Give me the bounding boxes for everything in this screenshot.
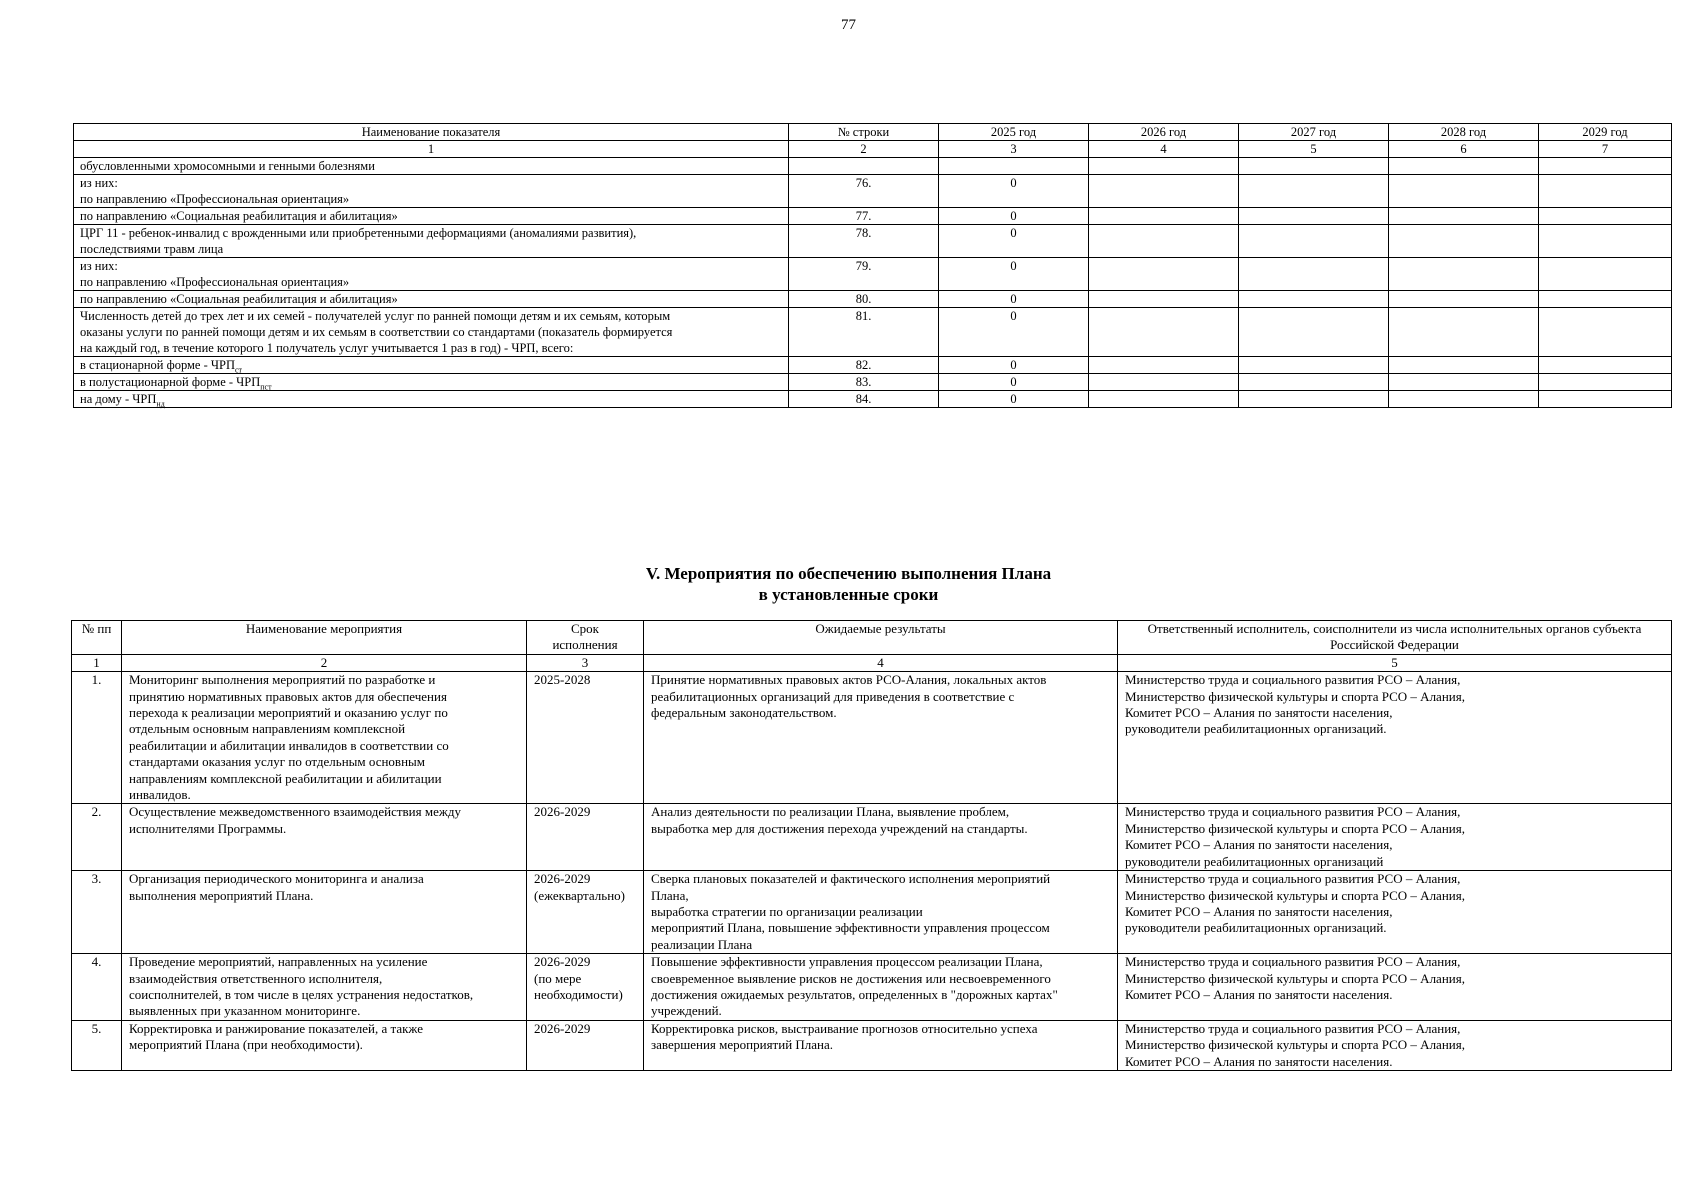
measure-name-line: соисполнителей, в том числе в целях устранения недостатков, <box>129 986 474 1002</box>
table-row <box>72 1020 1672 1070</box>
column-number: 3 <box>527 654 644 671</box>
measure-responsible <box>1118 871 1672 954</box>
page-number: 77 <box>841 17 856 33</box>
section-title-line-2: в установленные сроки <box>758 585 939 604</box>
measure-responsible-line: Министерство физической культуры и спорта РСО – Алания, <box>1125 1037 1465 1053</box>
measure-name <box>122 804 527 871</box>
measure-responsible-line: руководители реабилитационных организаций. <box>1125 920 1387 936</box>
header-line: Российской Федерации <box>1330 637 1459 653</box>
value-empty <box>1239 225 1389 258</box>
column-header: 2029 год <box>1539 124 1672 141</box>
measure-name-line: Корректировка и ранжирование показателей, а также <box>129 1020 424 1036</box>
indicator-name <box>74 208 789 225</box>
column-number: 4 <box>644 654 1118 671</box>
value-empty <box>1389 291 1539 308</box>
measure-responsible <box>1118 804 1672 871</box>
column-number: 5 <box>1118 654 1672 671</box>
value-2025: 0 <box>939 258 1089 291</box>
measure-term <box>527 954 644 1021</box>
table-row <box>72 954 1672 1021</box>
column-number: 7 <box>1539 141 1672 158</box>
column-header: № строки <box>789 124 939 141</box>
measure-term-line: 2026-2029 <box>534 954 591 970</box>
measure-responsible-line: Министерство физической культуры и спорта РСО – Алания, <box>1125 820 1465 836</box>
indicator-name-line: на каждый год, в течение которого 1 получатель услуг учитывается 1 раз в год) - ЧРП, всего: <box>80 341 574 355</box>
measure-name-line: инвалидов. <box>129 787 191 803</box>
measure-term-line: (ежеквартально) <box>534 887 625 903</box>
measure-responsible-line: руководители реабилитационных организаций. <box>1125 721 1387 737</box>
value-2025: 0 <box>939 175 1089 208</box>
value-empty <box>1239 374 1389 391</box>
value-empty <box>1389 258 1539 291</box>
indicators-table <box>73 123 1672 408</box>
value-empty <box>1539 158 1672 175</box>
measure-results <box>644 954 1118 1021</box>
indicator-name <box>74 291 789 308</box>
value-empty <box>1389 158 1539 175</box>
column-number-row <box>72 654 1672 671</box>
value-2025: 0 <box>939 225 1089 258</box>
measure-number: 3. <box>72 871 122 954</box>
column-header: 2025 год <box>939 124 1089 141</box>
measure-term <box>527 871 644 954</box>
table-row <box>72 804 1672 871</box>
indicator-name-line: оказаны услуги по ранней помощи детям и их семьям в соответствии со стандартами (показатель формируется <box>80 325 673 339</box>
measure-name-line: перехода к реализации мероприятий и оказанию услуг по <box>129 705 448 721</box>
measure-name-line: Проведение мероприятий, направленных на усиление <box>129 954 428 970</box>
table-row <box>74 208 1672 225</box>
measure-responsible-line: Министерство труда и социального развития РСО – Алания, <box>1125 954 1461 970</box>
measure-responsible-line: Министерство физической культуры и спорта РСО – Алания, <box>1125 887 1465 903</box>
measure-name-line: принятию нормативных правовых актов для обеспечения <box>129 688 447 704</box>
measure-term-line: 2026-2029 <box>534 1020 591 1036</box>
measure-number: 4. <box>72 954 122 1021</box>
measure-name <box>122 871 527 954</box>
row-number: 83. <box>789 374 939 391</box>
table-row <box>72 871 1672 954</box>
value-empty <box>1539 225 1672 258</box>
column-number: 3 <box>939 141 1089 158</box>
measure-results-line: своевременное выявление рисков не достижения или несвоевременного <box>651 970 1051 986</box>
column-header-name: Наименование мероприятия <box>122 621 527 655</box>
value-empty <box>1389 208 1539 225</box>
value-empty <box>1089 175 1239 208</box>
indicator-name-line: Численность детей до трех лет и их семей - получателей услуг по ранней помощи детям и их семьям, которым <box>80 309 671 323</box>
table-row <box>74 158 1672 175</box>
value-empty <box>1239 158 1389 175</box>
value-empty <box>1089 357 1239 374</box>
section-title-line-1: V. Мероприятия по обеспечению выполнения Плана <box>645 564 1052 583</box>
row-number: 82. <box>789 357 939 374</box>
table-row <box>72 672 1672 804</box>
column-header-results: Ожидаемые результаты <box>644 621 1118 655</box>
indicator-subscript: нд <box>156 399 165 409</box>
measure-results <box>644 804 1118 871</box>
value-empty <box>1389 357 1539 374</box>
measure-name-line: исполнителями Программы. <box>129 820 287 836</box>
measure-responsible-line: Комитет РСО – Алания по занятости населения. <box>1125 1053 1393 1069</box>
measure-results-line: достижения ожидаемых результатов, определенных в "дорожных картах" <box>651 986 1058 1002</box>
measure-name-line: Мониторинг выполнения мероприятий по разработке и <box>129 672 436 688</box>
measure-results-line: Повышение эффективности управления процессом реализации Плана, <box>651 954 1043 970</box>
table-row <box>74 391 1672 408</box>
indicator-name-line: из них: <box>80 259 118 273</box>
measure-results-line: Анализ деятельности по реализации Плана, выявление проблем, <box>651 804 1010 820</box>
measure-name-line: Организация периодического мониторинга и анализа <box>129 871 424 887</box>
value-empty <box>1239 208 1389 225</box>
indicator-name-line: ЦРГ 11 - ребенок-инвалид с врожденными или приобретенными деформациями (аномалиями развития), <box>80 226 637 240</box>
measure-name-line: стандартами оказания услуг по отдельным основным <box>129 754 425 770</box>
column-header-term <box>527 621 644 655</box>
value-2025: 0 <box>939 208 1089 225</box>
measure-responsible-line: Министерство труда и социального развития РСО – Алания, <box>1125 804 1461 820</box>
measure-results-line: реализации Плана <box>651 936 753 952</box>
measure-results-line: федеральным законодательством. <box>651 705 837 721</box>
column-number: 2 <box>789 141 939 158</box>
indicator-name-line: по направлению «Социальная реабилитация и абилитация» <box>80 209 398 223</box>
column-header-no: № пп <box>72 621 122 655</box>
value-2025 <box>939 158 1089 175</box>
value-empty <box>1539 357 1672 374</box>
table-header-row <box>72 621 1672 655</box>
indicator-name <box>74 158 789 175</box>
value-2025: 0 <box>939 308 1089 357</box>
row-number: 79. <box>789 258 939 291</box>
value-empty <box>1089 158 1239 175</box>
indicator-name <box>74 258 789 291</box>
value-2025: 0 <box>939 291 1089 308</box>
column-number-row <box>74 141 1672 158</box>
row-number: 84. <box>789 391 939 408</box>
column-number: 1 <box>74 141 789 158</box>
measure-responsible-line: Комитет РСО – Алания по занятости населения. <box>1125 986 1393 1002</box>
value-empty <box>1089 291 1239 308</box>
value-empty <box>1389 225 1539 258</box>
value-empty <box>1539 258 1672 291</box>
column-header-responsible <box>1118 621 1672 655</box>
measure-name <box>122 954 527 1021</box>
measure-results <box>644 871 1118 954</box>
value-empty <box>1539 391 1672 408</box>
column-number: 6 <box>1389 141 1539 158</box>
column-header: 2028 год <box>1389 124 1539 141</box>
value-empty <box>1089 391 1239 408</box>
column-number: 1 <box>72 654 122 671</box>
value-2025: 0 <box>939 391 1089 408</box>
measure-name-line: выявленных при указанном мониторинге. <box>129 1003 361 1019</box>
measure-results <box>644 1020 1118 1070</box>
measure-name-line: взаимодействия ответственного исполнителя, <box>129 970 383 986</box>
indicator-name-line: обусловленными хромосомными и генными болезнями <box>80 159 375 173</box>
value-empty <box>1239 175 1389 208</box>
measure-number: 5. <box>72 1020 122 1070</box>
indicator-name-line: по направлению «Социальная реабилитация и абилитация» <box>80 292 398 306</box>
indicator-name <box>74 391 789 408</box>
value-empty <box>1539 374 1672 391</box>
measure-number: 2. <box>72 804 122 871</box>
column-header: Наименование показателя <box>74 124 789 141</box>
measure-number: 1. <box>72 672 122 804</box>
measure-term <box>527 1020 644 1070</box>
measure-results-line: Сверка плановых показателей и фактического исполнения мероприятий <box>651 871 1051 887</box>
row-number: 81. <box>789 308 939 357</box>
row-number: 77. <box>789 208 939 225</box>
indicator-subscript: пст <box>260 382 272 392</box>
measure-name-line: реабилитации и абилитации инвалидов в соответствии со <box>129 737 449 753</box>
indicator-name-line: из них: <box>80 176 118 190</box>
value-empty <box>1239 308 1389 357</box>
value-empty <box>1539 308 1672 357</box>
row-number: 76. <box>789 175 939 208</box>
measure-responsible-line: Министерство физической культуры и спорта РСО – Алания, <box>1125 970 1465 986</box>
measure-responsible-line: Министерство труда и социального развития РСО – Алания, <box>1125 871 1461 887</box>
measure-name-line: направлениям комплексной реабилитации и абилитации <box>129 770 442 786</box>
measure-responsible-line: Комитет РСО – Алания по занятости населения, <box>1125 837 1393 853</box>
column-number: 2 <box>122 654 527 671</box>
measure-results-line: Плана, <box>651 887 689 903</box>
value-empty <box>1089 258 1239 291</box>
measure-results-line: мероприятий Плана, повышение эффективности управления процессом <box>651 920 1050 936</box>
measure-results-line: выработка мер для достижения перехода учреждений на стандарты. <box>651 820 1028 836</box>
value-empty <box>1539 208 1672 225</box>
measure-name-line: отдельным основным направлениям комплексной <box>129 721 406 737</box>
row-number: 78. <box>789 225 939 258</box>
value-2025: 0 <box>939 357 1089 374</box>
measure-term <box>527 804 644 871</box>
column-header: 2027 год <box>1239 124 1389 141</box>
measure-name-line: выполнения мероприятий Плана. <box>129 887 314 903</box>
measure-results-line: Корректировка рисков, выстраивание прогнозов относительно успеха <box>651 1020 1038 1036</box>
measure-responsible-line: Комитет РСО – Алания по занятости населения, <box>1125 903 1393 919</box>
indicator-name <box>74 175 789 208</box>
measure-responsible-line: руководители реабилитационных организаций <box>1125 853 1384 869</box>
table-header-row <box>74 124 1672 141</box>
value-empty <box>1239 391 1389 408</box>
table-row <box>74 374 1672 391</box>
measure-responsible-line: Министерство труда и социального развития РСО – Алания, <box>1125 1020 1461 1036</box>
measure-results-line: реабилитационных организаций для приведения в соответствие с <box>651 688 1015 704</box>
measure-term-line: (по мере <box>534 970 582 986</box>
measure-term <box>527 672 644 804</box>
value-empty <box>1089 225 1239 258</box>
value-empty <box>1089 208 1239 225</box>
measure-responsible <box>1118 954 1672 1021</box>
measure-name-line: Осуществление межведомственного взаимодействия между <box>129 804 461 820</box>
header-line: Срок <box>571 621 599 636</box>
indicator-name <box>74 357 789 374</box>
value-empty <box>1239 258 1389 291</box>
measure-results-line: учреждений. <box>651 1003 722 1019</box>
value-empty <box>1389 391 1539 408</box>
column-number: 4 <box>1089 141 1239 158</box>
value-empty <box>1089 308 1239 357</box>
measure-name-line: мероприятий Плана (при необходимости). <box>129 1037 363 1053</box>
measure-term-line: необходимости) <box>534 986 623 1002</box>
indicator-name-line: в полустационарной форме - ЧРП <box>80 375 261 389</box>
indicator-subscript: ст <box>235 365 243 375</box>
measure-term-line: 2026-2029 <box>534 804 591 820</box>
measure-responsible-line: Министерство физической культуры и спорта РСО – Алания, <box>1125 688 1465 704</box>
value-empty <box>1389 175 1539 208</box>
value-empty <box>1389 374 1539 391</box>
measure-name <box>122 672 527 804</box>
indicator-name-line: в стационарной форме - ЧРП <box>80 358 235 372</box>
measure-term-line: 2026-2029 <box>534 871 591 887</box>
indicator-name <box>74 374 789 391</box>
value-empty <box>1239 291 1389 308</box>
measure-responsible-line: Комитет РСО – Алания по занятости населения, <box>1125 705 1393 721</box>
measure-responsible <box>1118 1020 1672 1070</box>
measure-results-line: завершения мероприятий Плана. <box>651 1037 834 1053</box>
header-line: Ответственный исполнитель, соисполнители из числа исполнительных органов субъекта <box>1147 621 1642 636</box>
measure-responsible-line: Министерство труда и социального развития РСО – Алания, <box>1125 672 1461 688</box>
indicator-name <box>74 308 789 357</box>
indicator-name-line: последствиями травм лица <box>80 242 224 256</box>
indicator-name-line: на дому - ЧРП <box>80 392 157 406</box>
header-line: исполнения <box>552 637 618 653</box>
table-row <box>74 225 1672 258</box>
row-number <box>789 158 939 175</box>
measures-table <box>71 620 1672 1071</box>
measure-term-line: 2025-2028 <box>534 672 591 688</box>
value-empty <box>1389 308 1539 357</box>
indicator-name-line: по направлению «Профессиональная ориентация» <box>80 275 350 289</box>
table-row <box>74 291 1672 308</box>
table-row <box>74 308 1672 357</box>
table-row <box>74 258 1672 291</box>
table-row <box>74 357 1672 374</box>
column-number: 5 <box>1239 141 1389 158</box>
column-header: 2026 год <box>1089 124 1239 141</box>
value-empty <box>1239 357 1389 374</box>
indicator-name <box>74 225 789 258</box>
row-number: 80. <box>789 291 939 308</box>
measure-results <box>644 672 1118 804</box>
value-empty <box>1539 291 1672 308</box>
indicator-name-line: по направлению «Профессиональная ориентация» <box>80 192 350 206</box>
measure-responsible <box>1118 672 1672 804</box>
table-row <box>74 175 1672 208</box>
measure-results-line: Принятие нормативных правовых актов РСО-Алания, локальных актов <box>651 672 1047 688</box>
value-empty <box>1089 374 1239 391</box>
value-2025: 0 <box>939 374 1089 391</box>
section-title <box>0 563 1697 605</box>
measure-name <box>122 1020 527 1070</box>
value-empty <box>1539 175 1672 208</box>
measure-results-line: выработка стратегии по организации реализации <box>651 903 923 919</box>
